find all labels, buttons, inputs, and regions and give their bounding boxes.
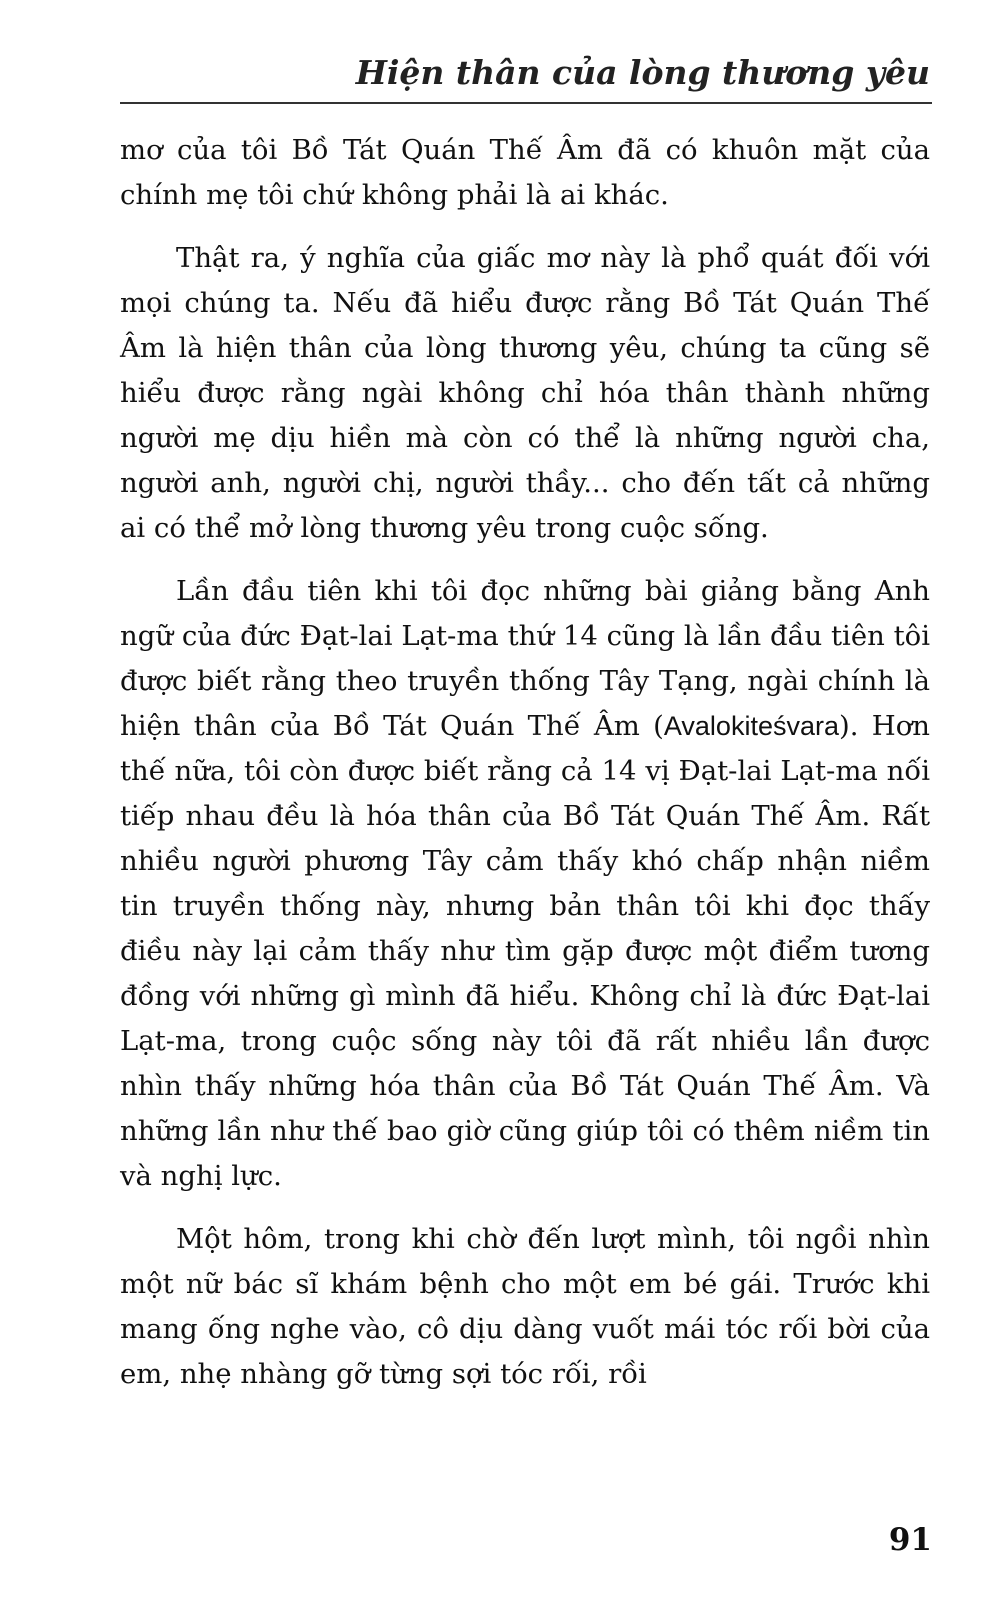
paragraph-dalai-lama-text-after: ). Hơn thế nữa, tôi còn được biết rằng cả 14 vị Đạt-lai Lạt-ma nối tiếp nhau đều là hóa thân của Bồ Tát Quán Thế Âm. Rất nhiều người phương Tây cảm thấy khó chấp nhận niềm tin truyền thống này, nhưng bản thân tôi khi đọc thấy điều này lại cảm thấy như tìm gặp được một điểm tương đồng với những gì mình đã hiểu. Không chỉ là đức Đạt-lai Lạt-ma, trong cuộc sống này tôi đã rất nhiều lần được nhìn thấy những hóa thân của Bồ Tát Quán Thế Âm. Và những lần như thế bao giờ cũng giúp tôi có thêm niềm tin và nghị lực. — [120, 710, 930, 1192]
paragraph-continued: mơ của tôi Bồ Tát Quán Thế Âm đã có khuôn mặt của chính mẹ tôi chứ không phải là ai khác. — [120, 134, 930, 211]
header-divider — [120, 102, 932, 104]
paragraph-doctor: Một hôm, trong khi chờ đến lượt mình, tôi ngồi nhìn một nữ bác sĩ khám bệnh cho một em bé gái. Trước khi mang ống nghe vào, cô dịu dàng vuốt mái tóc rối bời của em, nhẹ nhàng gỡ từng sợi tóc rối, rồi — [120, 1223, 930, 1390]
running-header-title: Hiện thân của lòng thương yêu — [355, 53, 930, 92]
sanskrit-term: Avalokiteśvara — [663, 711, 839, 741]
paragraph-dalai-lama-text-before: Lần đầu tiên khi tôi đọc những bài giảng bằng Anh ngữ của đức Đạt-lai Lạt-ma thứ 14 cũng là lần đầu tiên tôi được biết rằng theo truyền thống Tây Tạng, ngài chính là hiện thân của Bồ Tát Quán Thế Âm ( — [120, 575, 930, 742]
paragraph-dalai-lama — [120, 569, 930, 1199]
page-number: 91 — [888, 1522, 932, 1558]
paragraph-dream-meaning: Thật ra, ý nghĩa của giấc mơ này là phổ quát đối với mọi chúng ta. Nếu đã hiểu được rằng Bồ Tát Quán Thế Âm là hiện thân của lòng thương yêu, chúng ta cũng sẽ hiểu được rằng ngài không chỉ hóa thân thành những người mẹ dịu hiền mà còn có thể là những người cha, người anh, người chị, người thầy... cho đến tất cả những ai có thể mở lòng thương yêu trong cuộc sống. — [120, 242, 930, 544]
body-text — [120, 128, 930, 1415]
